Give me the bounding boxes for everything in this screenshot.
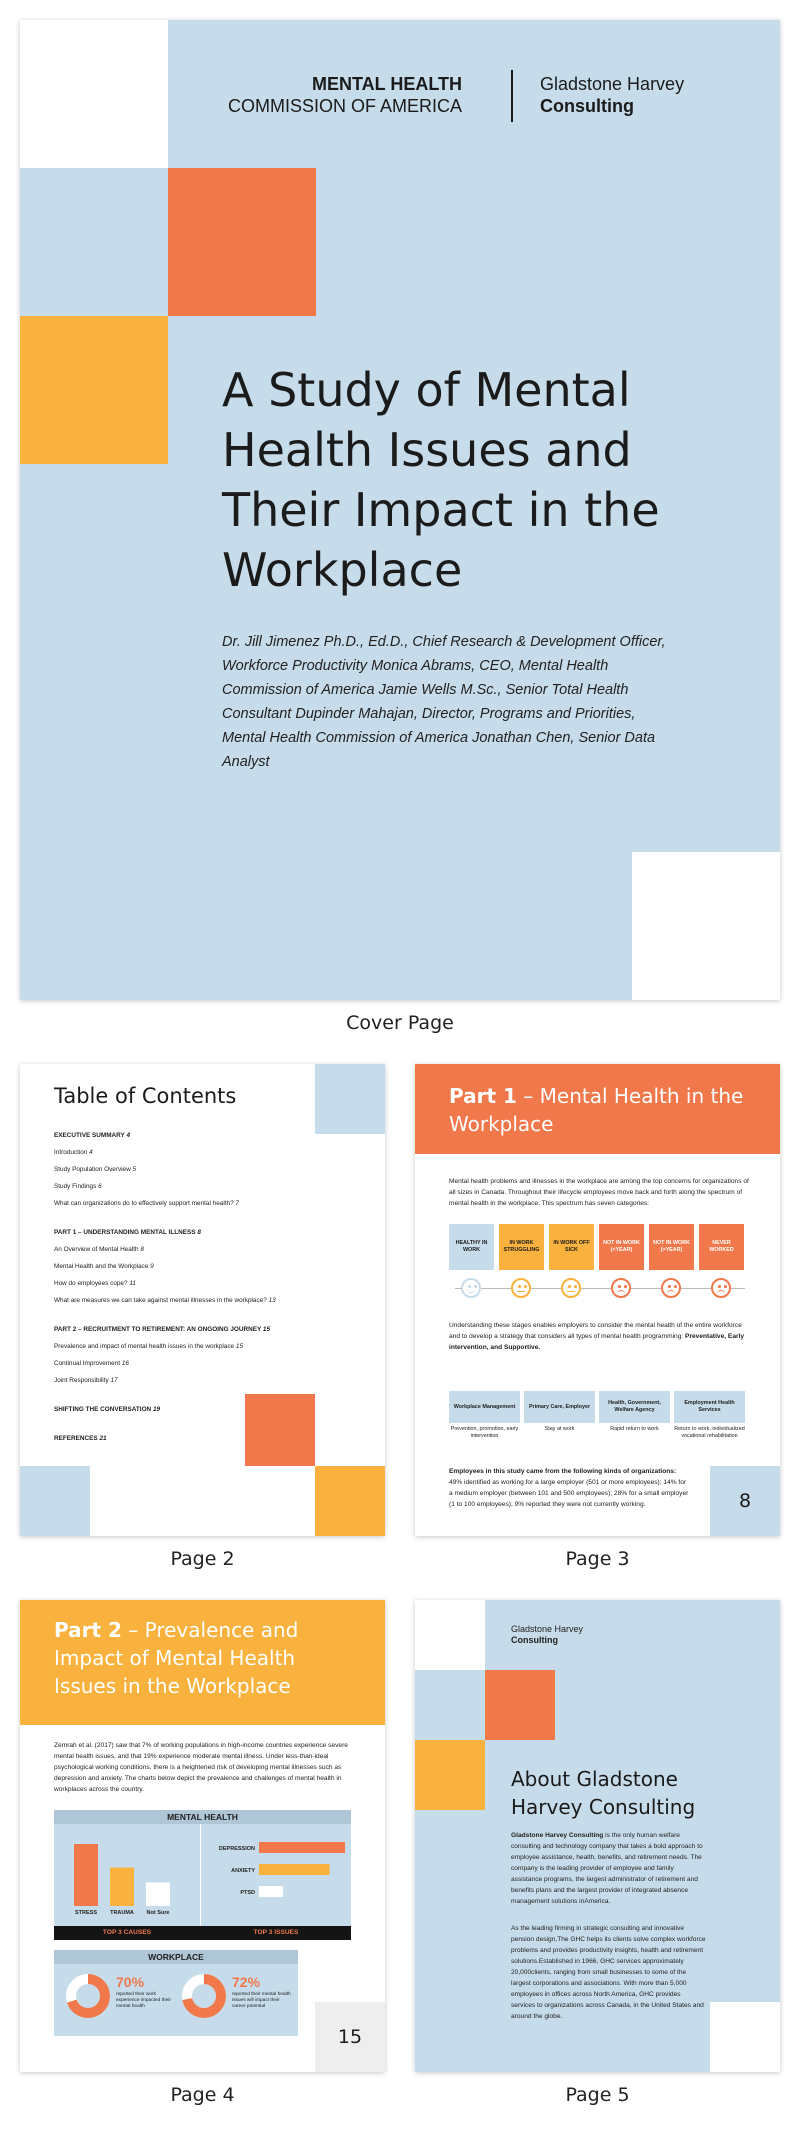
- part1-para2: [449, 1320, 749, 1353]
- toc-title: Table of Contents: [54, 1084, 237, 1108]
- page5-caption: Page 5: [565, 2084, 630, 2106]
- toc-entry-text: SHIFTING THE CONVERSATION: [54, 1406, 153, 1413]
- category-description: Prevention, promotion, early intervention: [450, 1426, 519, 1439]
- stage-box: NEVER WORKED: [699, 1224, 744, 1270]
- part1-title-bold: Part 1: [449, 1084, 517, 1108]
- toc-entry-text: PART 2 – RECRUITMENT TO RETIREMENT: AN ONGOING JOURNEY: [54, 1326, 263, 1333]
- toc-entry[interactable]: [54, 1326, 270, 1333]
- toc-entry-text: Study Findings: [54, 1183, 99, 1190]
- face-icon: [661, 1278, 681, 1298]
- cause-label: TRAUMA: [110, 1910, 134, 1916]
- toc-entry-page: 6: [98, 1183, 102, 1190]
- about-para2: As the leading firming in strategic consulting and innovative pension design,The GHC helps its clients solve complex workforce problems and provides productivity insights, health and retirement solutions.Established in 1966, GHC services approximately 20,000clients, ranging from small businesses to some of the largest corporations and associations. With more than 5,000 employees in offices across North America, GHC provides services to organizations across Canada, in the United States and around the globe.: [511, 1925, 706, 2020]
- p5-orange-square: [485, 1670, 555, 1740]
- category-description: Stay at work: [544, 1426, 575, 1432]
- issues-chart: [201, 1824, 351, 1926]
- ghc-logo-line2: Consulting: [540, 96, 634, 116]
- stat1-text: reported their work experience impacted their mental health: [116, 1992, 171, 2009]
- mhca-logo-line1: MENTAL HEALTH: [312, 74, 462, 94]
- toc-entry[interactable]: [54, 1297, 276, 1304]
- part1-para2-text: Understanding these stages enables employers to consider the mental health of the entire workforce and to develop a strategy that considers all types of mental health programming:: [449, 1322, 742, 1340]
- donut-70: [64, 1972, 112, 2020]
- stage-box: NOT IN WORK (>YEAR): [649, 1224, 694, 1270]
- toc-entry[interactable]: [54, 1280, 136, 1287]
- part2-title: [54, 1616, 354, 1700]
- toc-blue-square-bottom: [20, 1466, 90, 1536]
- category-description: Rapid return to work: [610, 1426, 659, 1432]
- issue-bar: [259, 1842, 345, 1853]
- category-description: Return to work, individualized vocational rehabilitation: [674, 1426, 745, 1439]
- page3-caption: Page 3: [565, 1548, 630, 1570]
- toc-entry[interactable]: [54, 1149, 93, 1156]
- part1-title-rest: – Mental Health in the Workplace: [449, 1084, 744, 1136]
- causes-label: TOP 3 CAUSES: [102, 1929, 152, 1936]
- category-box: Health, Government, Welfare Agency: [599, 1391, 670, 1423]
- stage-box: IN WORK STRUGGLING: [499, 1224, 544, 1270]
- toc-entry[interactable]: [54, 1132, 130, 1139]
- workplace-panel: [54, 1950, 298, 2036]
- face-icon: [611, 1278, 631, 1298]
- employees-text: 49% identified as working for a large employer (501 or more employees); 14% for a medium employer (between 101 and 500 employees); 28% for a small employer (1 to 100 employees); 9% reported they were not currently working.: [449, 1479, 689, 1508]
- issue-bar: [259, 1886, 283, 1897]
- about-para1-text: is the only human welfare consulting and technology company that takes a bold approach to employee assistance, health, benefits, and retirement needs. The company is the leading provider of employee and family assistance programs, the largest administrator of retirement and benefits plans and the largest provider of integrated absence management solutions inAmerica.: [511, 1832, 703, 1905]
- part1-title: [449, 1082, 759, 1138]
- toc-entry-text: Study Population Overview: [54, 1166, 133, 1173]
- cause-bar: [74, 1844, 98, 1906]
- mental-health-chart: [54, 1810, 351, 1940]
- cause-bar: [110, 1868, 134, 1906]
- toc-entry-text: Prevalence and impact of mental health issues in the workplace: [54, 1343, 236, 1350]
- p5-white-square-bottom: [710, 2002, 780, 2072]
- cover-authors: Dr. Jill Jimenez Ph.D., Ed.D., Chief Research & Development Officer, Workforce Productivity Monica Abrams, CEO, Mental Health Commission of America Jamie Wells M.Sc., Senior Total Health Consultant Dupinder Mahajan, Director, Programs and Priorities, Mental Health Commission of America Jonathan Chen, Senior Data Analyst: [222, 634, 666, 770]
- toc-blue-square-top: [315, 1064, 385, 1134]
- stat2-text: reported their mental health issues will impact their career potential: [232, 1992, 291, 2009]
- toc-entry-page: 15: [262, 1326, 271, 1333]
- toc-entry-page: 21: [99, 1435, 107, 1442]
- toc-entry-text: Joint Responsibility: [54, 1377, 111, 1384]
- stat1-value: 70%: [116, 1974, 145, 1990]
- toc-entry-text: What are measures we can take against mental illnesses in the workplace?: [54, 1297, 269, 1304]
- mh-chart-title: MENTAL HEALTH: [167, 1812, 238, 1822]
- toc-entry-text: REFERENCES: [54, 1435, 100, 1442]
- workplace-title: WORKPLACE: [148, 1952, 204, 1962]
- toc-entry-text: How do employees cope?: [54, 1280, 130, 1287]
- toc-entry[interactable]: [54, 1246, 144, 1253]
- page4-number: 15: [337, 2026, 363, 2048]
- cover-white-square-top: [20, 20, 168, 168]
- part2-intro: Zemrah et al. (2017) saw that 7% of working populations in high-income countries experience severe mental health issues, and that 19% experience moderate mental illness. Under less-than-ideal psychological working conditions, there is a heightened risk of developing mental illnesses such as depression and anxiety. The charts below depict the prevalence and challenges of mental health in workplaces across the country.: [54, 1742, 348, 1793]
- toc-entry[interactable]: [54, 1183, 102, 1190]
- part2-banner: [20, 1600, 385, 1725]
- part2-title-bold: Part 2: [54, 1618, 122, 1642]
- category-box: Employment Health Services: [674, 1391, 745, 1423]
- toc-entry-page: 19: [152, 1406, 161, 1413]
- face-icon: [711, 1278, 731, 1298]
- toc-entry-page: 17: [110, 1377, 118, 1384]
- toc-entry-text: Continual Improvement: [54, 1360, 122, 1367]
- logo-divider: [511, 70, 513, 122]
- toc-entry-text: EXECUTIVE SUMMARY: [54, 1132, 127, 1139]
- about-title: About Gladstone Harvey Consulting: [511, 1767, 696, 1819]
- issues-label: TOP 3 ISSUES: [253, 1929, 299, 1936]
- toc-entry-page: 4: [126, 1132, 130, 1139]
- about-para1: [511, 1830, 706, 1907]
- issue-label: DEPRESSION: [218, 1846, 255, 1852]
- donut-72: [180, 1972, 228, 2020]
- toc-entry-text: PART 1 – UNDERSTANDING MENTAL ILLNESS: [54, 1229, 198, 1236]
- spectrum-line: [455, 1288, 745, 1289]
- toc-entry[interactable]: [54, 1406, 160, 1413]
- toc-entry-text: Introduction: [54, 1149, 90, 1156]
- p5-logo-line1: Gladstone Harvey: [511, 1624, 584, 1634]
- toc-entry[interactable]: [54, 1435, 107, 1442]
- toc-entry[interactable]: [54, 1360, 129, 1367]
- toc-entry-page: 5: [132, 1166, 137, 1173]
- page4-caption: Page 4: [170, 2084, 235, 2106]
- p5-white-square-top: [415, 1600, 485, 1670]
- toc-entry-page: 11: [129, 1280, 136, 1287]
- face-icon: [561, 1278, 581, 1298]
- cause-bar: [146, 1882, 170, 1906]
- toc-entry-page: 8: [197, 1229, 201, 1236]
- part1-para2-bold: Preventative, Early intervention, and Supportive.: [449, 1333, 745, 1351]
- toc-entry-page: 8: [140, 1246, 144, 1253]
- toc-entry-page: 7: [235, 1200, 239, 1207]
- cover-yellow-square: [20, 316, 168, 464]
- toc-yellow-square: [315, 1466, 385, 1536]
- toc-entry[interactable]: [54, 1343, 243, 1350]
- toc-entry[interactable]: [54, 1377, 118, 1384]
- toc-entry-text: What can organizations do to effectively support mental health?: [54, 1200, 236, 1207]
- stage-box: IN WORK OFF SICK: [549, 1224, 594, 1270]
- toc-entry[interactable]: [54, 1263, 154, 1270]
- cover-white-square-bottom: [632, 852, 780, 1000]
- page4: [20, 1600, 385, 2072]
- part2-title-rest: – Prevalence and Impact of Mental Health Issues in the Workplace: [54, 1618, 299, 1698]
- toc-page: [20, 1064, 385, 1536]
- issue-bar: [259, 1864, 330, 1875]
- toc-entry[interactable]: [54, 1200, 239, 1207]
- cover-caption: Cover Page: [346, 1012, 454, 1034]
- issue-label: PTSD: [240, 1890, 255, 1896]
- mhca-logo-line2: COMMISSION OF AMERICA: [227, 96, 462, 116]
- cover-orange-square: [168, 168, 316, 316]
- toc-entry-page: 4: [89, 1149, 93, 1156]
- ghc-logo-line1: Gladstone Harvey: [540, 74, 685, 94]
- page3-number: 8: [738, 1490, 752, 1512]
- stage-box: NOT IN WORK (<YEAR): [599, 1224, 644, 1270]
- toc-entry-page: 13: [268, 1297, 276, 1304]
- page3-number-box: [710, 1466, 780, 1536]
- cover-page: [20, 20, 780, 1000]
- face-icon: [511, 1278, 531, 1298]
- page4-number-box: [315, 2002, 385, 2072]
- category-box: Workplace Management: [449, 1391, 520, 1423]
- part1-intro: Mental health problems and illnesses in the workplace are among the top concerns for organizations of all sizes in Canada. Throughout their lifecycle employees move back and forth along the spectrum of mental health in the workplace. This spectrum has seven categories:: [449, 1178, 749, 1207]
- cause-label: Not Sure: [146, 1910, 170, 1916]
- stage-box: HEALTHY IN WORK: [449, 1224, 494, 1270]
- toc-entry-text: An Overview of Mental Health: [54, 1246, 141, 1253]
- toc-entry-page: 9: [150, 1263, 154, 1270]
- p5-logo-line2: Consulting: [511, 1635, 558, 1645]
- toc-entry-page: 16: [121, 1360, 129, 1367]
- toc-entry-text: Mental Health and the Workplace: [54, 1263, 151, 1270]
- face-icon: [461, 1278, 481, 1298]
- stat2-value: 72%: [232, 1974, 261, 1990]
- toc-entry[interactable]: [54, 1166, 136, 1173]
- toc-entry-page: 15: [235, 1343, 243, 1350]
- about-para1-bold: Gladstone Harvey Consulting: [511, 1832, 604, 1839]
- employees-heading: Employees in this study came from the following kinds of organizations:: [449, 1468, 677, 1475]
- page2-caption: Page 2: [170, 1548, 235, 1570]
- category-box: Primary Care, Employer: [524, 1391, 595, 1423]
- p5-yellow-square: [415, 1740, 485, 1810]
- cause-label: STRESS: [74, 1910, 98, 1916]
- page3: [415, 1064, 780, 1536]
- toc-orange-square: [245, 1394, 315, 1466]
- part1-banner: [415, 1064, 780, 1154]
- cover-title: A Study of Mental Health Issues and Their Impact in the Workplace: [222, 363, 660, 597]
- page5: [415, 1600, 780, 2072]
- issue-label: ANXIETY: [231, 1868, 255, 1874]
- causes-chart: [54, 1824, 200, 1926]
- toc-entry[interactable]: [54, 1229, 201, 1236]
